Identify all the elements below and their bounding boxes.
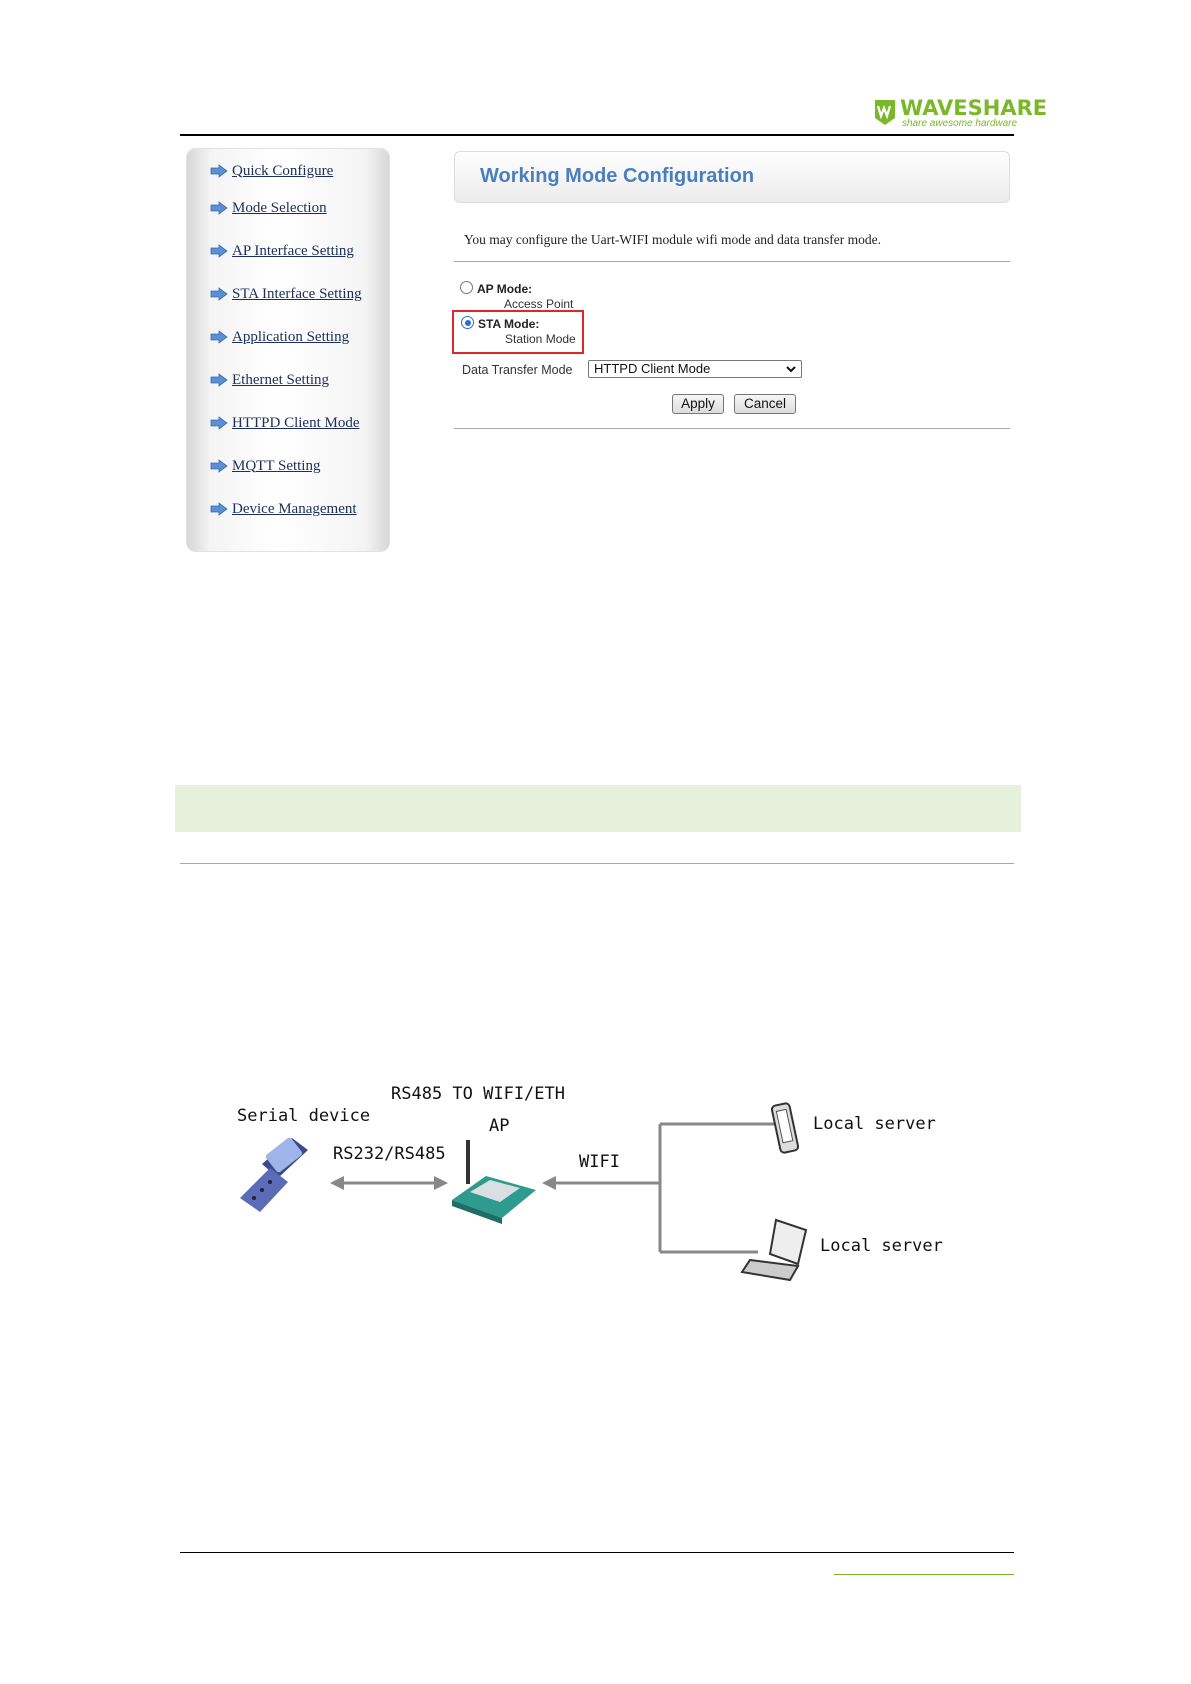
data-transfer-mode-label: Data Transfer Mode [462, 363, 573, 377]
waveshare-logo-icon [872, 98, 898, 126]
page-title: Working Mode Configuration [480, 165, 755, 187]
sidebar-item-label[interactable]: Device Management [232, 500, 357, 517]
arrow-right-icon [434, 1176, 448, 1190]
section-rule [180, 863, 1014, 864]
sta-mode-sublabel: Station Mode [505, 332, 576, 346]
brand-tagline: share awesome hardware [902, 118, 1018, 129]
sidebar-item-application-setting[interactable] [210, 326, 349, 348]
sidebar-menu [186, 148, 390, 552]
sidebar-item-label[interactable]: HTTPD Client Mode [232, 414, 360, 431]
arrow-right-icon [210, 373, 228, 387]
serial-device-icon [240, 1136, 308, 1212]
page-description: You may configure the Uart-WIFI module wifi mode and data transfer mode. [464, 232, 882, 247]
arrow-right-icon [210, 164, 228, 178]
arrow-right-icon [210, 330, 228, 344]
footer-link-underline [834, 1574, 1014, 1575]
header-divider [180, 134, 1014, 136]
sidebar-item-label[interactable]: Ethernet Setting [232, 371, 330, 388]
ap-mode-sublabel: Access Point [504, 297, 574, 311]
phone-icon [771, 1103, 799, 1154]
arrow-right-icon [210, 201, 228, 215]
arrow-left-icon [542, 1176, 556, 1190]
arrow-right-icon [210, 502, 228, 516]
data-transfer-mode-select[interactable] [588, 360, 802, 378]
server-bottom-label: Local server [820, 1236, 943, 1256]
sidebar-item-mode-selection[interactable] [210, 197, 327, 219]
data-transfer-mode-value: HTTPD Client Mode [594, 361, 711, 376]
sidebar-item-quick-configure[interactable] [210, 160, 333, 182]
serial-link-label: RS232/RS485 [333, 1144, 446, 1164]
sidebar-item-label[interactable]: Quick Configure [232, 162, 334, 179]
ap-mode-radio[interactable] [460, 281, 473, 294]
sidebar-item-ethernet-setting[interactable] [210, 369, 329, 391]
sidebar-item-sta-interface-setting[interactable] [210, 283, 362, 305]
sidebar-item-label[interactable]: Application Setting [232, 328, 350, 345]
footer-divider [180, 1552, 1014, 1553]
converter-label: RS485 TO WIFI/ETH [391, 1084, 565, 1104]
serial-device-label: Serial device [237, 1106, 371, 1126]
sidebar-item-label[interactable]: AP Interface Setting [232, 242, 354, 259]
sidebar-item-label[interactable]: MQTT Setting [232, 457, 321, 474]
brand-name: WAVESHARE [900, 96, 1048, 120]
wifi-link-label: WIFI [579, 1152, 620, 1172]
converter-board-icon [452, 1140, 536, 1224]
section-heading-band [175, 785, 1021, 832]
apply-button[interactable]: Apply [672, 394, 724, 414]
arrow-right-icon [210, 459, 228, 473]
waveshare-logo [872, 94, 1048, 134]
arrow-right-icon [210, 244, 228, 258]
chevron-down-icon [785, 362, 797, 376]
sidebar-item-mqtt-setting[interactable] [210, 455, 320, 477]
sidebar-item-label[interactable]: STA Interface Setting [232, 285, 362, 302]
network-diagram [230, 1080, 990, 1300]
server-top-label: Local server [813, 1114, 936, 1134]
page-title-bar [454, 151, 1010, 203]
sidebar-item-ap-interface-setting[interactable] [210, 240, 354, 262]
cancel-button[interactable]: Cancel [734, 394, 796, 414]
laptop-icon [742, 1220, 806, 1280]
arrow-left-icon [330, 1176, 344, 1190]
sidebar-item-httpd-client-mode[interactable] [210, 412, 360, 434]
sidebar-item-label[interactable]: Mode Selection [232, 199, 327, 216]
section-divider [454, 261, 1010, 262]
arrow-right-icon [210, 416, 228, 430]
arrow-right-icon [210, 287, 228, 301]
ap-mode-label: AP Mode: [477, 282, 533, 296]
sta-mode-label: STA Mode: [478, 317, 540, 331]
ap-label: AP [489, 1116, 510, 1136]
sidebar-item-device-management[interactable] [210, 498, 357, 520]
section-divider [454, 428, 1010, 429]
sta-mode-radio[interactable] [461, 316, 474, 329]
